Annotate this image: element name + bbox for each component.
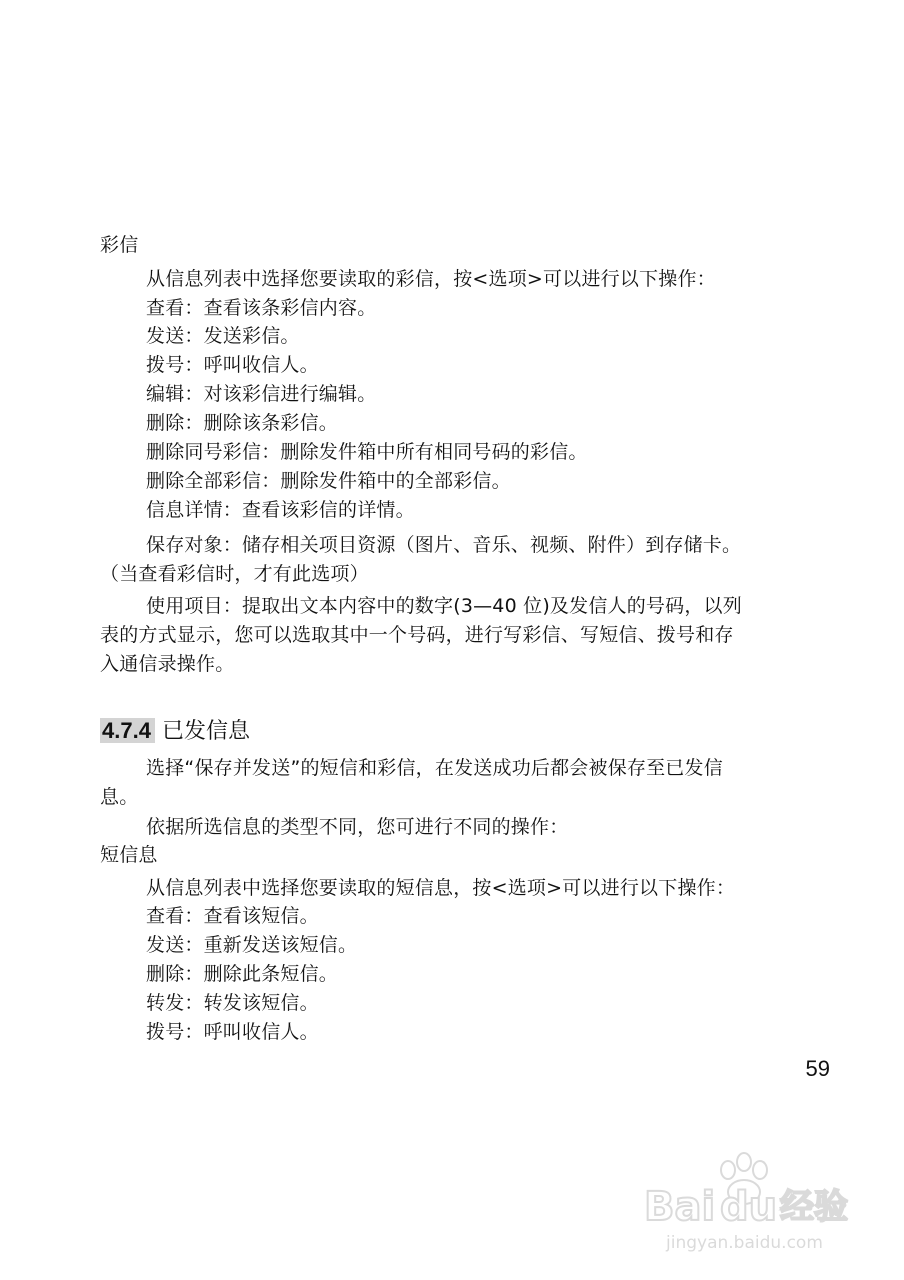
list-item: 删除同号彩信：删除发件箱中所有相同号码的彩信。 <box>146 441 588 463</box>
list-item: 拨号：呼叫收信人。 <box>146 354 319 376</box>
list-item: 删除：删除此条短信。 <box>146 963 339 985</box>
svg-text:jingyan.baidu.com: jingyan.baidu.com <box>666 1233 823 1253</box>
subheading-mms: 彩信 <box>100 234 139 256</box>
list-item: 保存对象：储存相关项目资源（图片、音乐、视频、附件）到存储卡。 <box>146 534 742 556</box>
paragraph-line: 依据所选信息的类型不同，您可进行不同的操作： <box>146 816 569 838</box>
page-number: 59 <box>805 1056 830 1081</box>
paragraph-line: 从信息列表中选择您要读取的短信息，按<选项>可以进行以下操作： <box>146 877 736 899</box>
section-heading <box>100 714 804 748</box>
section-number: 4.7.4 <box>100 718 155 743</box>
svg-text:Bai: Bai <box>644 1184 716 1230</box>
paragraph-line: 选择“保存并发送”的短信和彩信，在发送成功后都会被保存至已发信 <box>146 757 723 779</box>
svg-text:经验: 经验 <box>780 1187 848 1227</box>
list-item: 发送：重新发送该短信。 <box>146 934 358 956</box>
list-item: 编辑：对该彩信进行编辑。 <box>146 383 377 405</box>
svg-text:du: du <box>720 1184 778 1230</box>
list-item: 使用项目：提取出文本内容中的数字(3—40 位)及发信人的号码，以列 <box>146 595 742 617</box>
list-item: 转发：转发该短信。 <box>146 992 319 1014</box>
paragraph-line: （当查看彩信时，才有此选项） <box>100 563 369 585</box>
list-item: 查看：查看该短信。 <box>146 905 319 927</box>
list-item: 删除：删除该条彩信。 <box>146 412 339 434</box>
list-item: 删除全部彩信：删除发件箱中的全部彩信。 <box>146 470 511 492</box>
baidu-watermark-logo <box>632 1148 872 1258</box>
subheading-sms: 短信息 <box>100 844 158 866</box>
list-item: 查看：查看该条彩信内容。 <box>146 297 377 319</box>
paragraph-line: 从信息列表中选择您要读取的彩信，按<选项>可以进行以下操作： <box>146 268 716 290</box>
list-item: 拨号：呼叫收信人。 <box>146 1021 319 1043</box>
list-item: 信息详情：查看该彩信的详情。 <box>146 499 415 521</box>
paragraph-line: 表的方式显示，您可以选取其中一个号码，进行写彩信、写短信、拨号和存 <box>100 624 734 646</box>
list-item: 发送：发送彩信。 <box>146 325 300 347</box>
paragraph-line: 入通信录操作。 <box>100 653 235 675</box>
paragraph-line: 息。 <box>100 786 139 808</box>
section-title: 已发信息 <box>161 719 250 744</box>
